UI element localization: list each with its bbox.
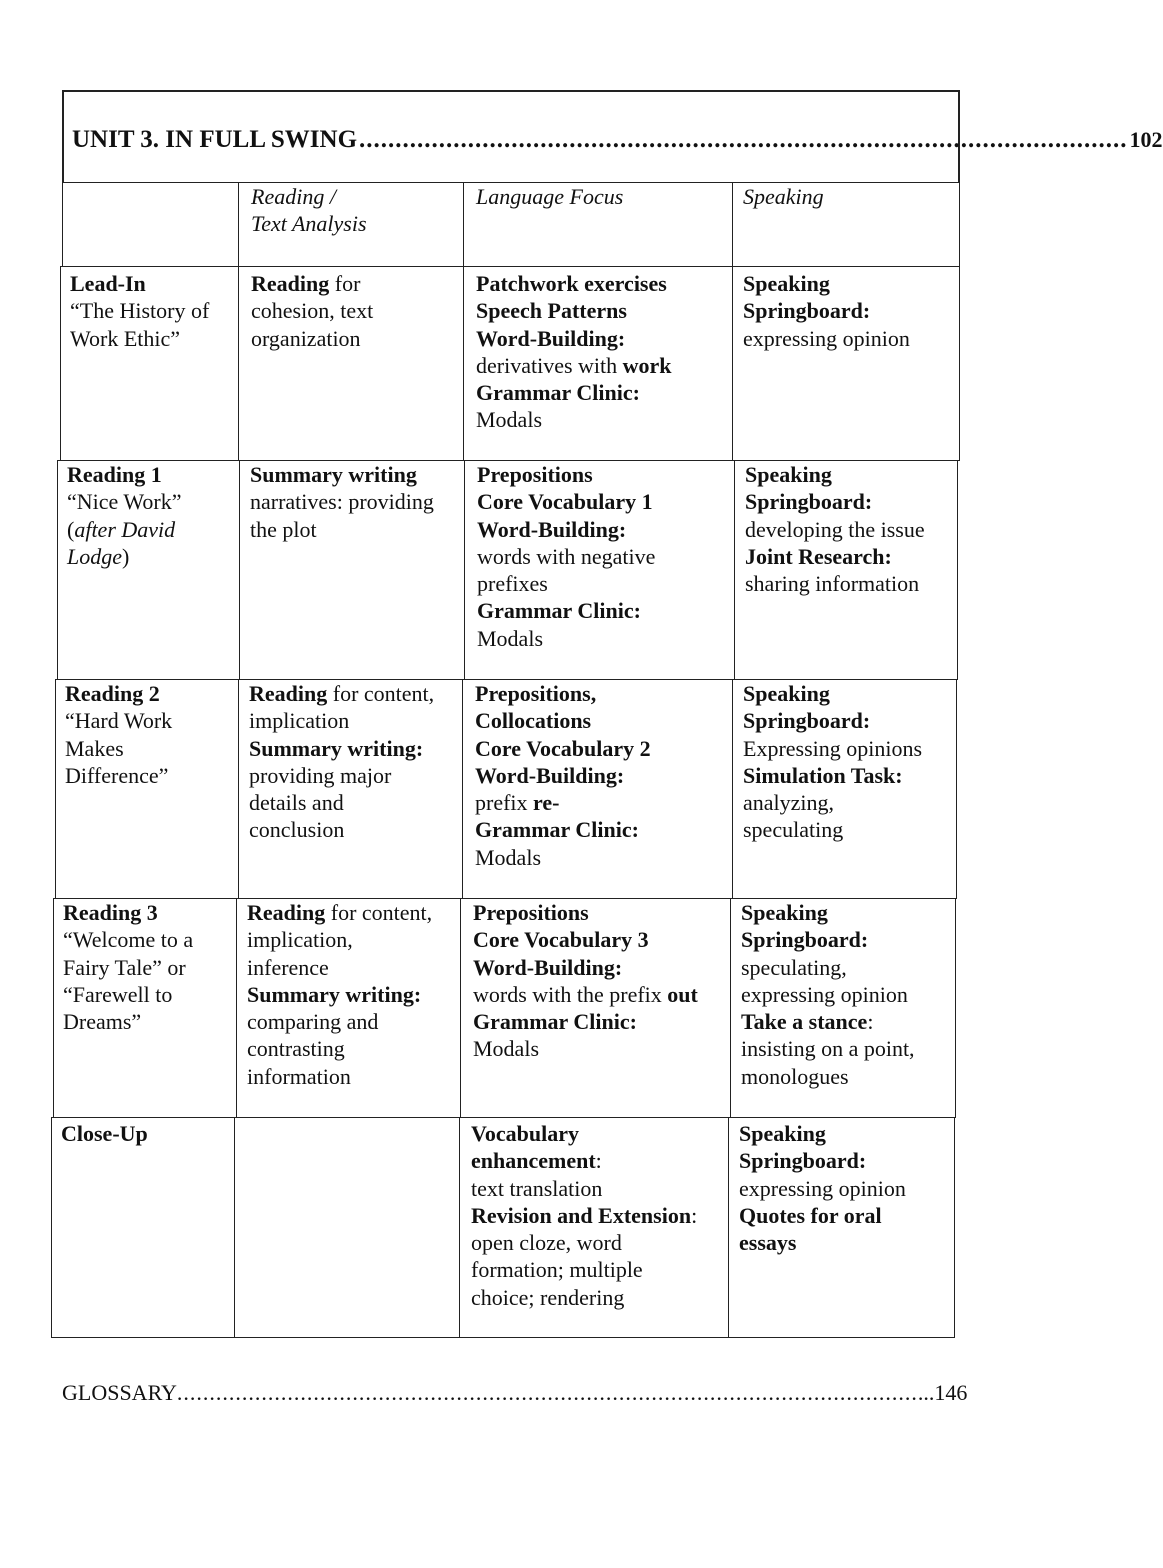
language-line: Modals <box>473 1036 539 1062</box>
reading-line: cohesion, text <box>251 298 374 324</box>
section-subtitle-line: “Nice Work” <box>67 489 182 515</box>
speaking-line: analyzing, <box>743 790 835 816</box>
reading-line: details and <box>249 790 344 816</box>
language-line: Core Vocabulary 2 <box>475 735 651 761</box>
language-line: formation; multiple <box>471 1257 643 1283</box>
toc-row-reading-2 <box>55 679 957 899</box>
language-line: Modals <box>475 844 541 870</box>
table-header-row <box>63 183 960 267</box>
header-reading-line2: Text Analysis <box>251 211 367 237</box>
language-line: Prepositions <box>477 462 593 487</box>
speaking-line: Simulation Task: <box>743 762 903 788</box>
section-title: Reading 2 <box>65 681 160 706</box>
speaking-line: expressing opinion <box>743 325 910 351</box>
reading-line: inference <box>247 954 329 980</box>
reading-line: information <box>247 1063 351 1089</box>
language-line: Core Vocabulary 1 <box>477 489 653 515</box>
speaking-line: essays <box>739 1230 797 1256</box>
section-subtitle-text: ) <box>122 543 130 569</box>
reading-line: Summary writing: <box>247 981 422 1007</box>
speaking-line: monologues <box>741 1063 849 1089</box>
reading-line: Summary writing: <box>249 735 424 761</box>
language-line: Prepositions, <box>475 681 597 706</box>
reading-line: narratives: providing <box>250 489 434 515</box>
section-title: Close-Up <box>61 1121 148 1146</box>
speaking-bold: Take a stance <box>741 1009 868 1035</box>
section-subtitle-line: Fairy Tale” or <box>63 954 186 980</box>
toc-row-close-up <box>51 1117 955 1338</box>
language-bold: re- <box>533 790 560 816</box>
section-subtitle-line: “Welcome to a <box>63 927 194 953</box>
section-subtitle-italic: after David <box>74 516 176 542</box>
toc-row-lead-in <box>60 266 960 461</box>
language-line: prefixes <box>477 571 548 597</box>
reading-line: the plot <box>250 516 317 542</box>
header-language <box>464 183 733 267</box>
table-row <box>61 267 960 461</box>
language-line: Prepositions <box>473 900 589 925</box>
speaking-line: speculating, <box>741 954 847 980</box>
reading-bold: Reading <box>251 271 330 296</box>
language-cell <box>461 899 731 1118</box>
section-cell-reading-1[interactable] <box>58 461 240 680</box>
section-cell-close-up[interactable] <box>52 1118 235 1338</box>
section-cell-lead-in[interactable] <box>61 267 239 461</box>
reading-text: for content, <box>327 681 435 706</box>
language-line: Patchwork exercises <box>476 271 667 296</box>
language-text: : <box>691 1202 698 1228</box>
speaking-text: : <box>867 1009 874 1035</box>
reading-cell <box>239 267 464 461</box>
reading-line: comparing and <box>247 1009 379 1035</box>
section-subtitle-line: “The History of <box>70 298 210 324</box>
language-bold: work <box>622 352 672 378</box>
language-text: : <box>595 1148 602 1174</box>
header-reading <box>239 183 464 267</box>
table-row <box>54 899 956 1118</box>
reading-cell <box>239 680 463 899</box>
speaking-line: Springboard: <box>743 708 871 734</box>
section-subtitle-line: Work Ethic” <box>70 325 181 351</box>
reading-text: for <box>329 271 361 296</box>
language-line: Grammar Clinic: <box>477 598 641 624</box>
toc-header-table <box>62 182 960 267</box>
toc-row-reading-3 <box>53 898 956 1118</box>
section-subtitle-line: Dreams” <box>63 1009 142 1035</box>
reading-cell-empty <box>235 1118 460 1338</box>
reading-cell <box>237 899 461 1118</box>
language-line: Core Vocabulary 3 <box>473 927 649 953</box>
speaking-cell <box>733 680 957 899</box>
language-line: Speech Patterns <box>476 298 627 324</box>
language-cell <box>465 461 735 680</box>
reading-cell <box>240 461 465 680</box>
reading-line: organization <box>251 325 361 351</box>
speaking-line: Speaking <box>741 900 828 925</box>
speaking-line: Springboard: <box>741 927 869 953</box>
language-line: text translation <box>471 1175 603 1201</box>
language-bold: enhancement <box>471 1148 596 1174</box>
unit-header-box <box>62 90 1163 182</box>
speaking-line: expressing opinion <box>741 981 908 1007</box>
reading-line: implication <box>249 708 350 734</box>
section-cell-reading-2[interactable] <box>56 680 239 899</box>
language-line: Grammar Clinic: <box>475 817 639 843</box>
reading-line: Summary writing <box>250 462 417 487</box>
language-line: Modals <box>476 407 542 433</box>
unit-title-line[interactable] <box>72 126 1163 154</box>
speaking-line: speculating <box>743 817 844 843</box>
speaking-line: expressing opinion <box>739 1175 906 1201</box>
unit-page-number: 102 <box>1129 127 1163 152</box>
language-bold: Revision and Extension <box>471 1202 692 1228</box>
section-subtitle-italic: Lodge <box>67 543 122 569</box>
section-subtitle-line: Difference” <box>65 762 169 788</box>
section-title: Reading 3 <box>63 900 158 925</box>
language-line: open cloze, word <box>471 1230 622 1256</box>
speaking-line: Springboard: <box>745 489 873 515</box>
reading-line: conclusion <box>249 817 345 843</box>
speaking-line: Speaking <box>745 462 832 487</box>
section-subtitle-text: ( <box>67 516 75 542</box>
glossary-label: GLOSSARY <box>62 1380 177 1405</box>
speaking-line: Speaking <box>743 681 830 706</box>
speaking-cell <box>731 899 956 1118</box>
unit-title-leader-dots: .......................................................................................................... <box>359 126 1128 153</box>
section-subtitle-line: “Hard Work <box>65 708 173 734</box>
speaking-line: developing the issue <box>745 516 925 542</box>
speaking-cell <box>729 1118 955 1338</box>
language-line: Collocations <box>475 708 592 734</box>
language-line: Word-Building: <box>476 325 626 351</box>
reading-line: contrasting <box>247 1036 345 1062</box>
language-text: words with the prefix <box>473 981 668 1007</box>
speaking-line: Speaking <box>739 1121 826 1146</box>
language-bold: out <box>667 981 698 1007</box>
glossary-entry[interactable] <box>62 1380 968 1406</box>
section-subtitle-line: “Farewell to <box>63 981 173 1007</box>
speaking-line: Joint Research: <box>745 543 892 569</box>
language-cell <box>464 267 733 461</box>
language-line: Grammar Clinic: <box>473 1009 637 1035</box>
language-cell <box>460 1118 729 1338</box>
reading-line: implication, <box>247 927 353 953</box>
section-title: Reading 1 <box>67 462 162 487</box>
reading-text: for content, <box>325 900 433 925</box>
speaking-line: Springboard: <box>739 1148 867 1174</box>
toc-row-reading-1 <box>57 460 958 680</box>
speaking-line: sharing information <box>745 571 920 597</box>
language-line: Grammar Clinic: <box>476 380 640 406</box>
table-row <box>52 1118 955 1338</box>
language-line: words with negative <box>477 543 656 569</box>
unit-title: UNIT 3. IN FULL SWING <box>72 126 358 153</box>
speaking-line: Springboard: <box>743 298 871 324</box>
section-subtitle-line: Makes <box>65 735 124 761</box>
header-speaking <box>733 183 960 267</box>
speaking-line: insisting on a point, <box>741 1036 915 1062</box>
table-row <box>58 461 958 680</box>
speaking-cell <box>733 267 960 461</box>
speaking-cell <box>735 461 958 680</box>
language-line: choice; rendering <box>471 1284 625 1310</box>
glossary-page-number: ...146 <box>917 1380 968 1405</box>
speaking-line: Speaking <box>743 271 830 296</box>
header-reading-line1: Reading / <box>251 184 336 209</box>
speaking-line: Expressing opinions <box>743 735 923 761</box>
section-title: Lead-In <box>70 271 146 296</box>
language-line: Modals <box>477 625 543 651</box>
section-cell-reading-3[interactable] <box>54 899 237 1118</box>
header-speaking-text: Speaking <box>743 184 824 209</box>
glossary-leader-dots: .................................................................................................................. <box>176 1380 918 1405</box>
reading-line: providing major <box>249 762 392 788</box>
table-row <box>56 680 957 899</box>
speaking-line: Quotes for oral <box>739 1202 882 1228</box>
language-text: derivatives with <box>476 352 623 378</box>
language-text: prefix <box>475 790 534 816</box>
reading-bold: Reading <box>247 900 326 925</box>
language-line: Vocabulary <box>471 1121 579 1146</box>
language-cell <box>463 680 733 899</box>
header-language-text: Language Focus <box>476 184 624 209</box>
language-line: Word-Building: <box>475 762 625 788</box>
language-line: Word-Building: <box>477 516 627 542</box>
language-line: Word-Building: <box>473 954 623 980</box>
header-empty-cell <box>63 183 239 267</box>
reading-bold: Reading <box>249 681 328 706</box>
